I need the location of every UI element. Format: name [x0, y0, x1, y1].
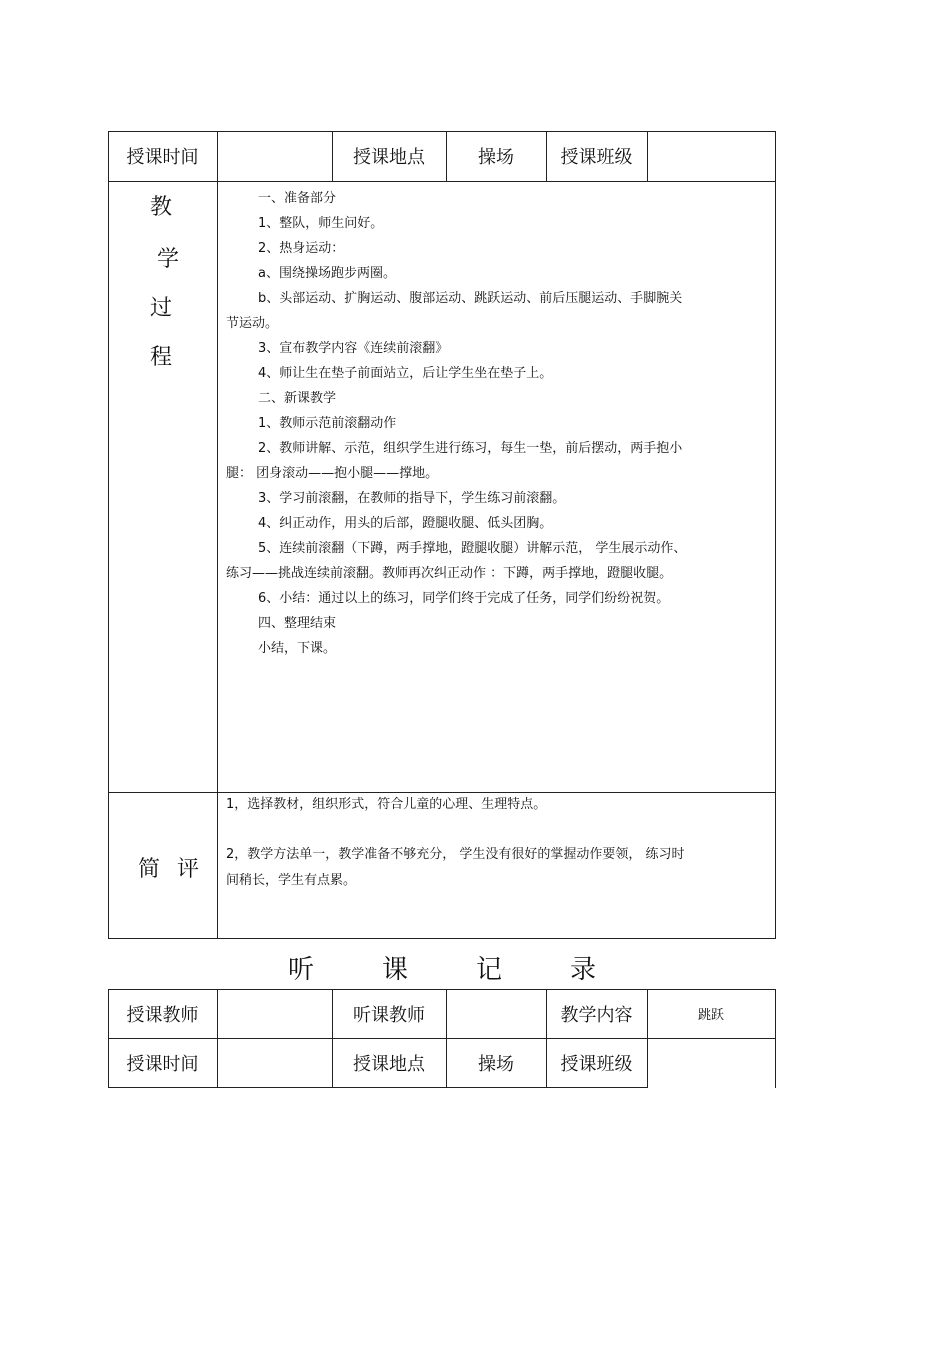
process-line: 1、整队，师生问好。	[258, 216, 384, 231]
content-value: 跳跃	[697, 1008, 724, 1023]
process-line: 6、小结：通过以上的练习，同学们终于完成了任务，同学们纷纷祝贺。	[258, 591, 670, 606]
record-title-char: 课	[381, 954, 408, 985]
place-value: 操场	[478, 147, 514, 168]
place-label: 授课地点	[353, 147, 425, 168]
evaluation-item-2	[226, 842, 766, 894]
record-title-char: 听	[287, 954, 314, 985]
evaluation-text: 间稍长，学生有点累。	[226, 873, 357, 888]
process-label-char: 教	[150, 195, 173, 220]
listener-value	[446, 989, 546, 1038]
process-line: 3、宣布教学内容《连续前滚翻》	[258, 341, 449, 356]
process-line: 节运动。	[226, 316, 279, 331]
class-label: 授课班级	[560, 147, 633, 168]
process-line: 3、学习前滚翻，在教师的指导下，学生练习前滚翻。	[258, 491, 566, 506]
process-line: 2、热身运动：	[258, 241, 345, 256]
process-line: 二、新课教学	[258, 391, 337, 406]
process-line: 腿： 团身滚动——抱小腿——撑地。	[226, 466, 439, 481]
evaluation-label-char: 评	[177, 857, 200, 882]
process-line: 1、教师示范前滚翻动作	[258, 416, 397, 431]
teacher-value	[217, 989, 332, 1038]
place-value: 操场	[478, 1053, 514, 1075]
process-line: 2、教师讲解、示范，组织学生进行练习，每生一垫，前后摆动，两手抱小	[258, 441, 683, 456]
process-line: 4、师让生在垫子前面站立，后让学生坐在垫子上。	[258, 366, 553, 381]
teacher-label: 授课教师	[126, 1004, 199, 1026]
place-label: 授课地点	[353, 1053, 425, 1075]
listener-label: 听课教师	[353, 1004, 425, 1026]
content-label: 教学内容	[560, 1004, 633, 1026]
process-line: 练习——挑战连续前滚翻。教师再次纠正动作 ：下蹲，两手撑地，蹬腿收腿。	[226, 566, 673, 581]
process-content	[226, 186, 766, 661]
process-label-char: 程	[150, 345, 173, 370]
class-label: 授课班级	[560, 1053, 633, 1075]
class-value	[647, 1038, 775, 1087]
record-title-char: 录	[570, 954, 597, 985]
process-line: 小结，下课。	[258, 641, 337, 656]
time-label: 授课时间	[126, 1053, 199, 1075]
process-line: a、围绕操场跑步两圈。	[258, 266, 396, 281]
record-title	[108, 950, 776, 984]
time-value	[217, 131, 332, 181]
process-label-char: 学	[157, 247, 180, 272]
class-value	[647, 131, 775, 181]
evaluation-text: 2，教学方法单一，教学准备不够充分， 学生没有很好的掌握动作要领， 练习时	[226, 847, 685, 862]
process-line: 5、连续前滚翻（下蹲，两手撑地，蹬腿收腿）讲解示范， 学生展示动作、	[258, 541, 687, 556]
process-line: 4、纠正动作，用头的后部，蹬腿收腿、低头团胸。	[258, 516, 553, 531]
process-line: 一、准备部分	[258, 191, 337, 206]
time-label: 授课时间	[126, 147, 199, 168]
evaluation-text: 1，选择教材，组织形式，符合儿童的心理、生理特点。	[226, 797, 547, 812]
process-line: 四、整理结束	[258, 616, 337, 631]
process-label-char: 过	[150, 296, 173, 321]
evaluation-item-1	[226, 795, 766, 815]
evaluation-label-char: 简	[138, 857, 161, 882]
record-title-char: 记	[476, 954, 503, 985]
time-value	[217, 1038, 332, 1087]
process-line: b、头部运动、扩胸运动、腹部运动、跳跃运动、前后压腿运动、手脚腕关	[258, 291, 683, 306]
